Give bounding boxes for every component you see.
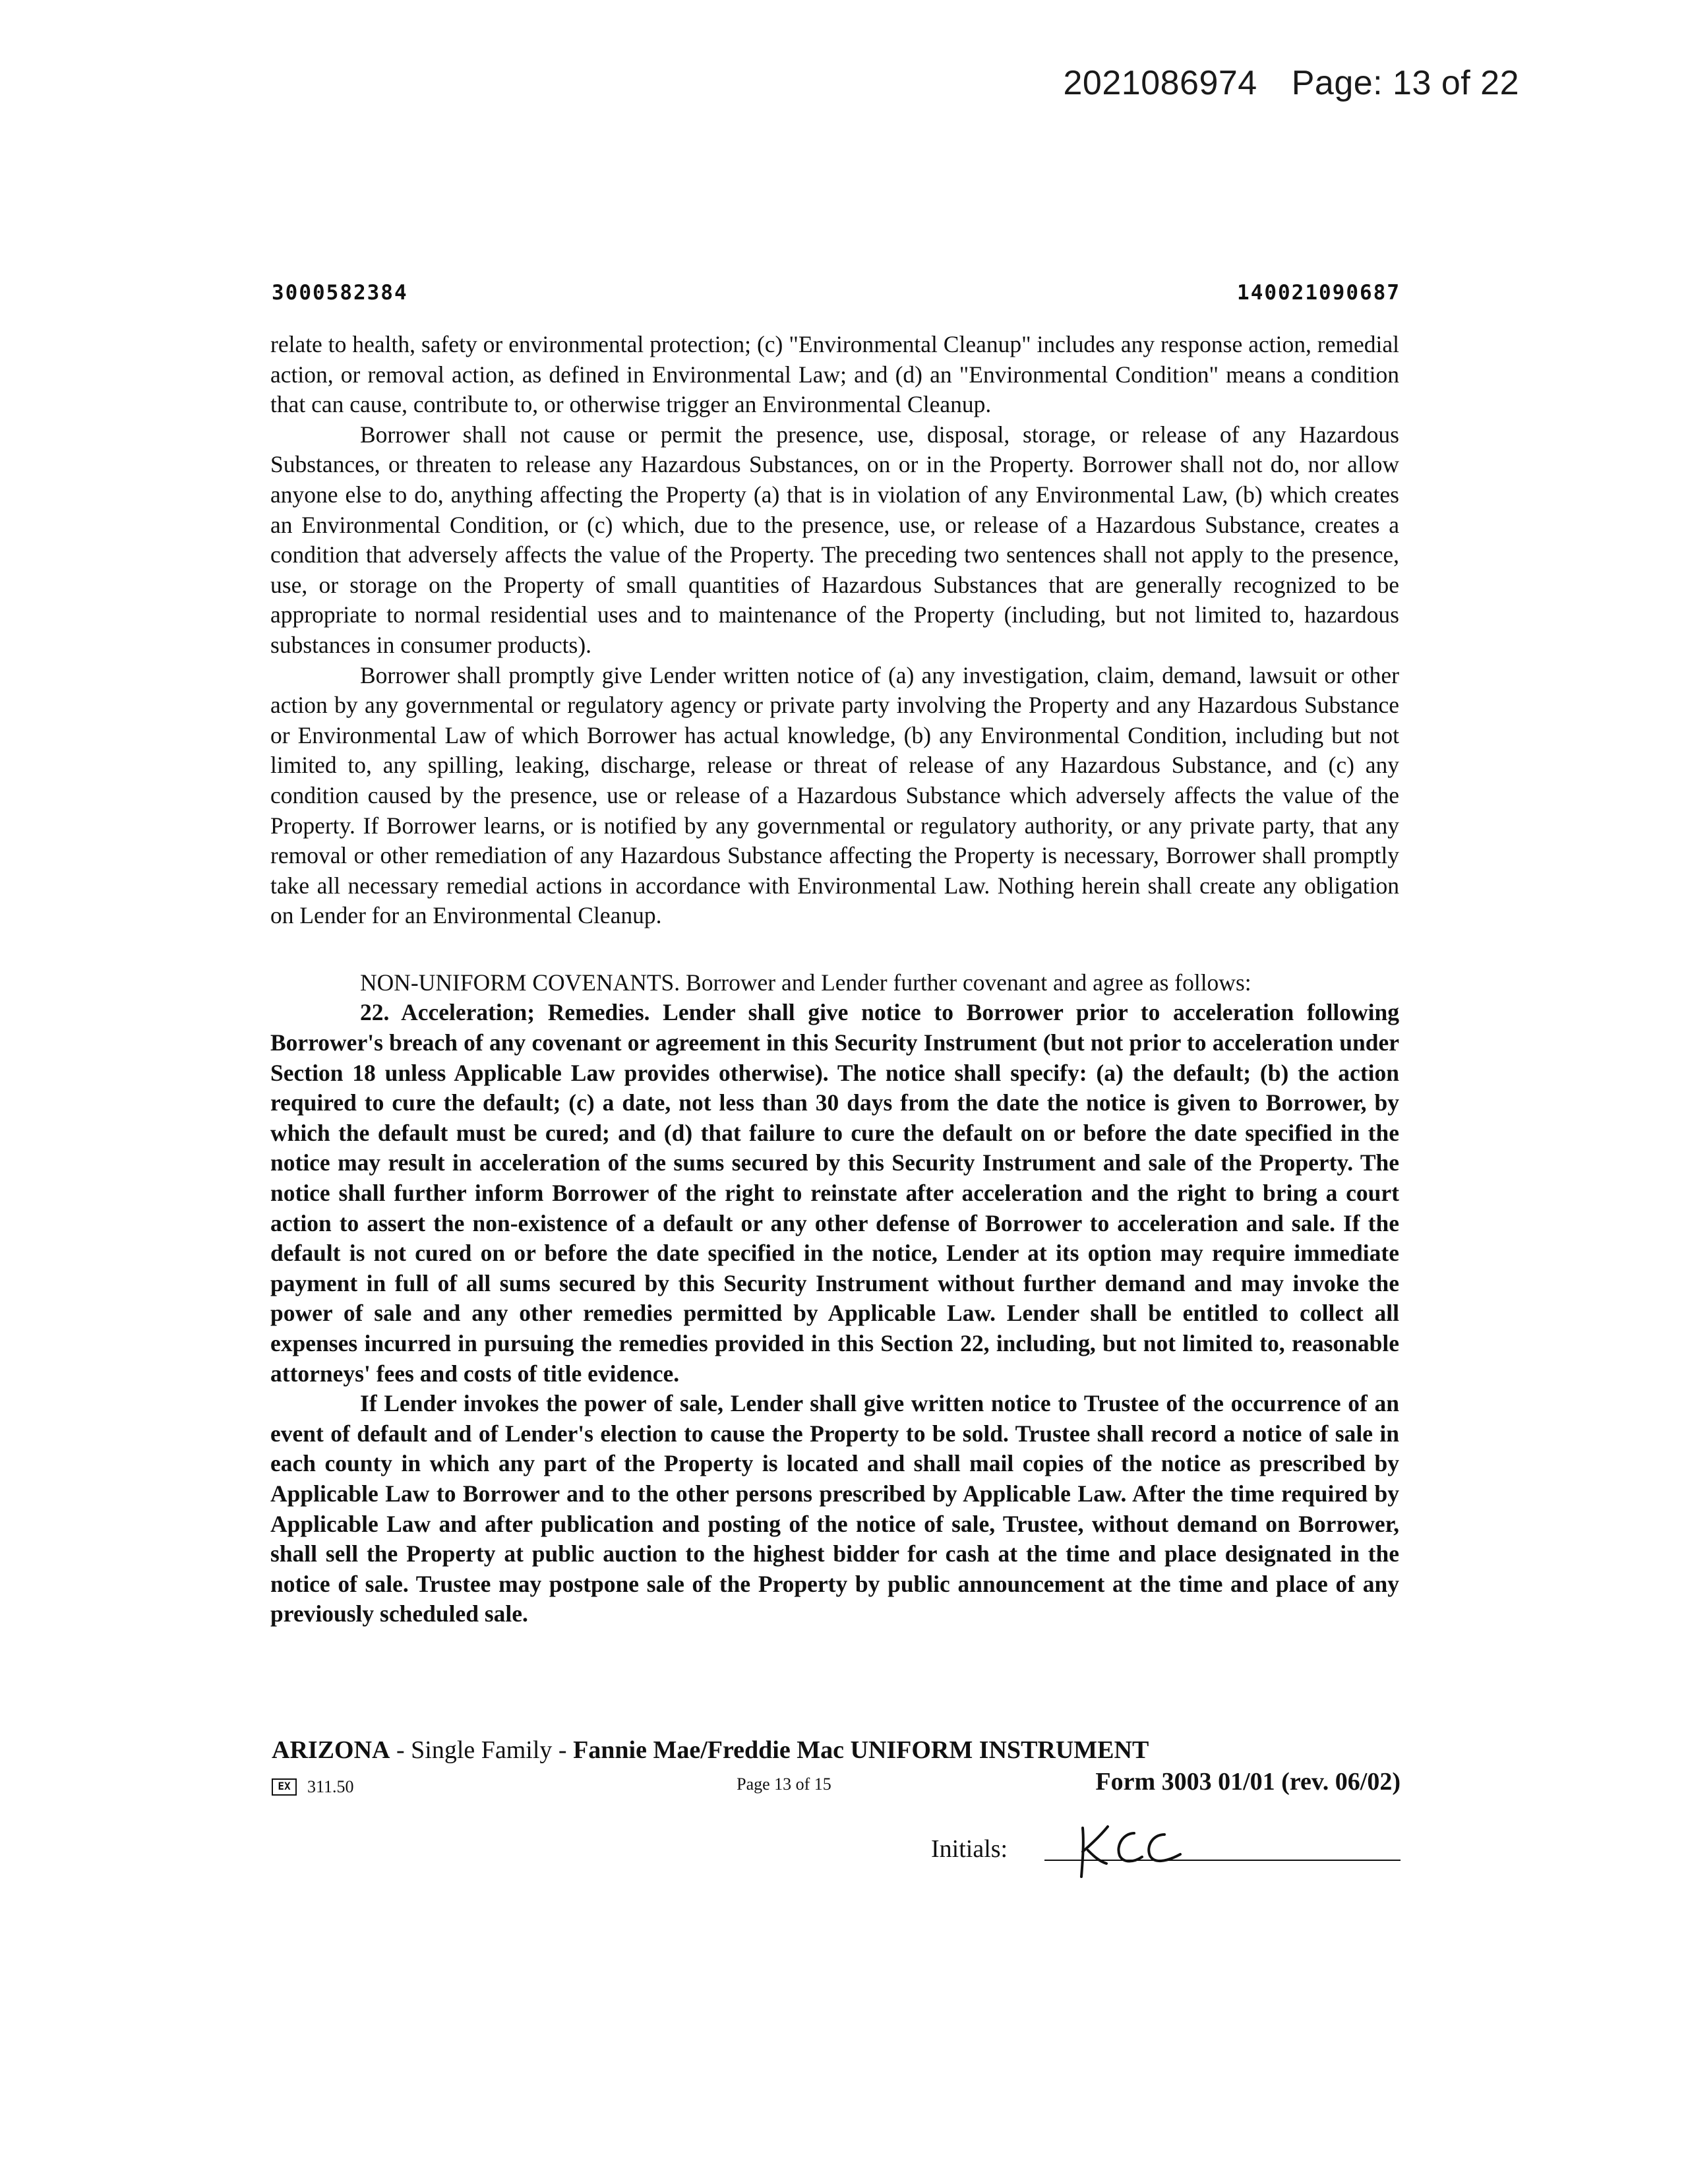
footer-instrument: Fannie Mae/Freddie Mac UNIFORM INSTRUMENT xyxy=(573,1736,1149,1764)
paragraph-non-uniform-covenants: NON-UNIFORM COVENANTS. Borrower and Lender further covenant and agree as follows: xyxy=(360,969,1251,996)
footer-title xyxy=(272,1736,1401,1765)
paragraph-borrower-shall-not: Borrower shall not cause or permit the presence, use, disposal, storage, or release of any Hazardous Substances, or threaten to release any Hazardous Substances, on or in the Property. Borrower shall not do, nor allow anyone else to do, anything affecting the Property (a) that is in violation of any Environmental Law, (b) which creates an Environmental Condition, or (c) which, due to the presence, use, or release of a Hazardous Substance, creates a condition that adversely affects the value of the Property. The preceding two sentences shall not apply to the presence, use, or storage on the Property of small quantities of Hazardous Substances that are generally recognized to be appropriate to normal residential uses and to maintenance of the Property (including, but not limited to, hazardous substances in consumer products). xyxy=(270,421,1399,658)
footer-page: Page 13 of 15 xyxy=(737,1774,831,1794)
footer-row xyxy=(272,1767,1401,1797)
recording-stamp xyxy=(1064,63,1519,103)
paragraph-env-definitions: relate to health, safety or environmental protection; (c) "Environmental Cleanup" includes any response action, remedial action, or removal action, as defined in Environmental Law; and (d) an "Environmental Condition" means a condition that can cause, contribute to, or otherwise trigger an Environmental Cleanup. xyxy=(270,331,1399,418)
form-footer xyxy=(272,1736,1401,1797)
paragraph-power-of-sale: If Lender invokes the power of sale, Lender shall give written notice to Trustee of the occurrence of an event of default and of Lender's election to cause the Property to be sold. Trustee shall record a notice of sale in each county in which any part of the Property is located and shall mail copies of the notice as prescribed by Applicable Law to Borrower and to the other persons prescribed by Applicable Law. After the time required by Applicable Law and after publication and posting of the notice of sale, Trustee, without demand on Borrower, shall sell the Property at public auction to the highest bidder for cash at the time and place designated in the notice of sale. Trustee may postpone sale of the Property by public announcement at the time and place of any previously scheduled sale. xyxy=(270,1390,1399,1627)
min-number: 140021090687 xyxy=(1237,281,1401,305)
initials-label: Initials: xyxy=(931,1835,1008,1863)
document-body xyxy=(270,330,1399,1629)
ex-logo-icon: EX xyxy=(272,1778,297,1796)
loan-number: 3000582384 xyxy=(272,281,408,305)
recording-number: 2021086974 xyxy=(1063,64,1257,102)
initials-signature-icon xyxy=(1073,1813,1192,1879)
document-ids xyxy=(272,281,1401,305)
paragraph-section-22: 22. Acceleration; Remedies. Lender shall give notice to Borrower prior to acceleration following Borrower's breach of any covenant or agreement in this Security Instrument (but not prior to acceleration under Section 18 unless Applicable Law provides otherwise). The notice shall specify: (a) the default; (b) the action required to cure the default; (c) a date, not less than 30 days from the date the notice is given to Borrower, by which the default must be cured; and (d) that failure to cure the default on or before the date specified in the notice may result in acceleration of the sums secured by this Security Instrument and sale of the Property. The notice shall further inform Borrower of the right to reinstate after acceleration and the right to bring a court action to assert the non-existence of a default or any other defense of Borrower to acceleration and sale. If the default is not cured on or before the date specified in the notice, Lender at its option may require immediate payment in full of all sums secured by this Security Instrument without further demand and may invoke the power of sale and any other remedies permitted by Applicable Law. Lender shall be entitled to collect all expenses incurred in pursuing the remedies provided in this Section 22, including, but not limited to, reasonable attorneys' fees and costs of title evidence. xyxy=(270,999,1399,1387)
footer-code: 311.50 xyxy=(307,1777,354,1796)
initials-block xyxy=(931,1831,1401,1870)
footer-state: ARIZONA xyxy=(272,1736,390,1764)
footer-form: Form 3003 01/01 (rev. 06/02) xyxy=(1095,1768,1401,1796)
footer-code-group xyxy=(272,1777,354,1797)
recording-page: Page: 13 of 22 xyxy=(1291,64,1519,102)
paragraph-borrower-notice: Borrower shall promptly give Lender written notice of (a) any investigation, claim, demand, lawsuit or other action by any governmental or regulatory agency or private party involving the Property and any Hazardous Substance or Environmental Law of which Borrower has actual knowledge, (b) any Environmental Condition, including but not limited to, any spilling, leaking, discharge, release or threat of release of any Hazardous Substance, and (c) any condition caused by the presence, use or release of a Hazardous Substance which adversely affects the value of the Property. If Borrower learns, or is notified by any governmental or regulatory authority, or any private party, that any removal or other remediation of any Hazardous Substance affecting the Property is necessary, Borrower shall promptly take all necessary remedial actions in accordance with Environmental Law. Nothing herein shall create any obligation on Lender for an Environmental Cleanup. xyxy=(270,661,1399,929)
footer-separator: - Single Family - xyxy=(390,1736,574,1764)
